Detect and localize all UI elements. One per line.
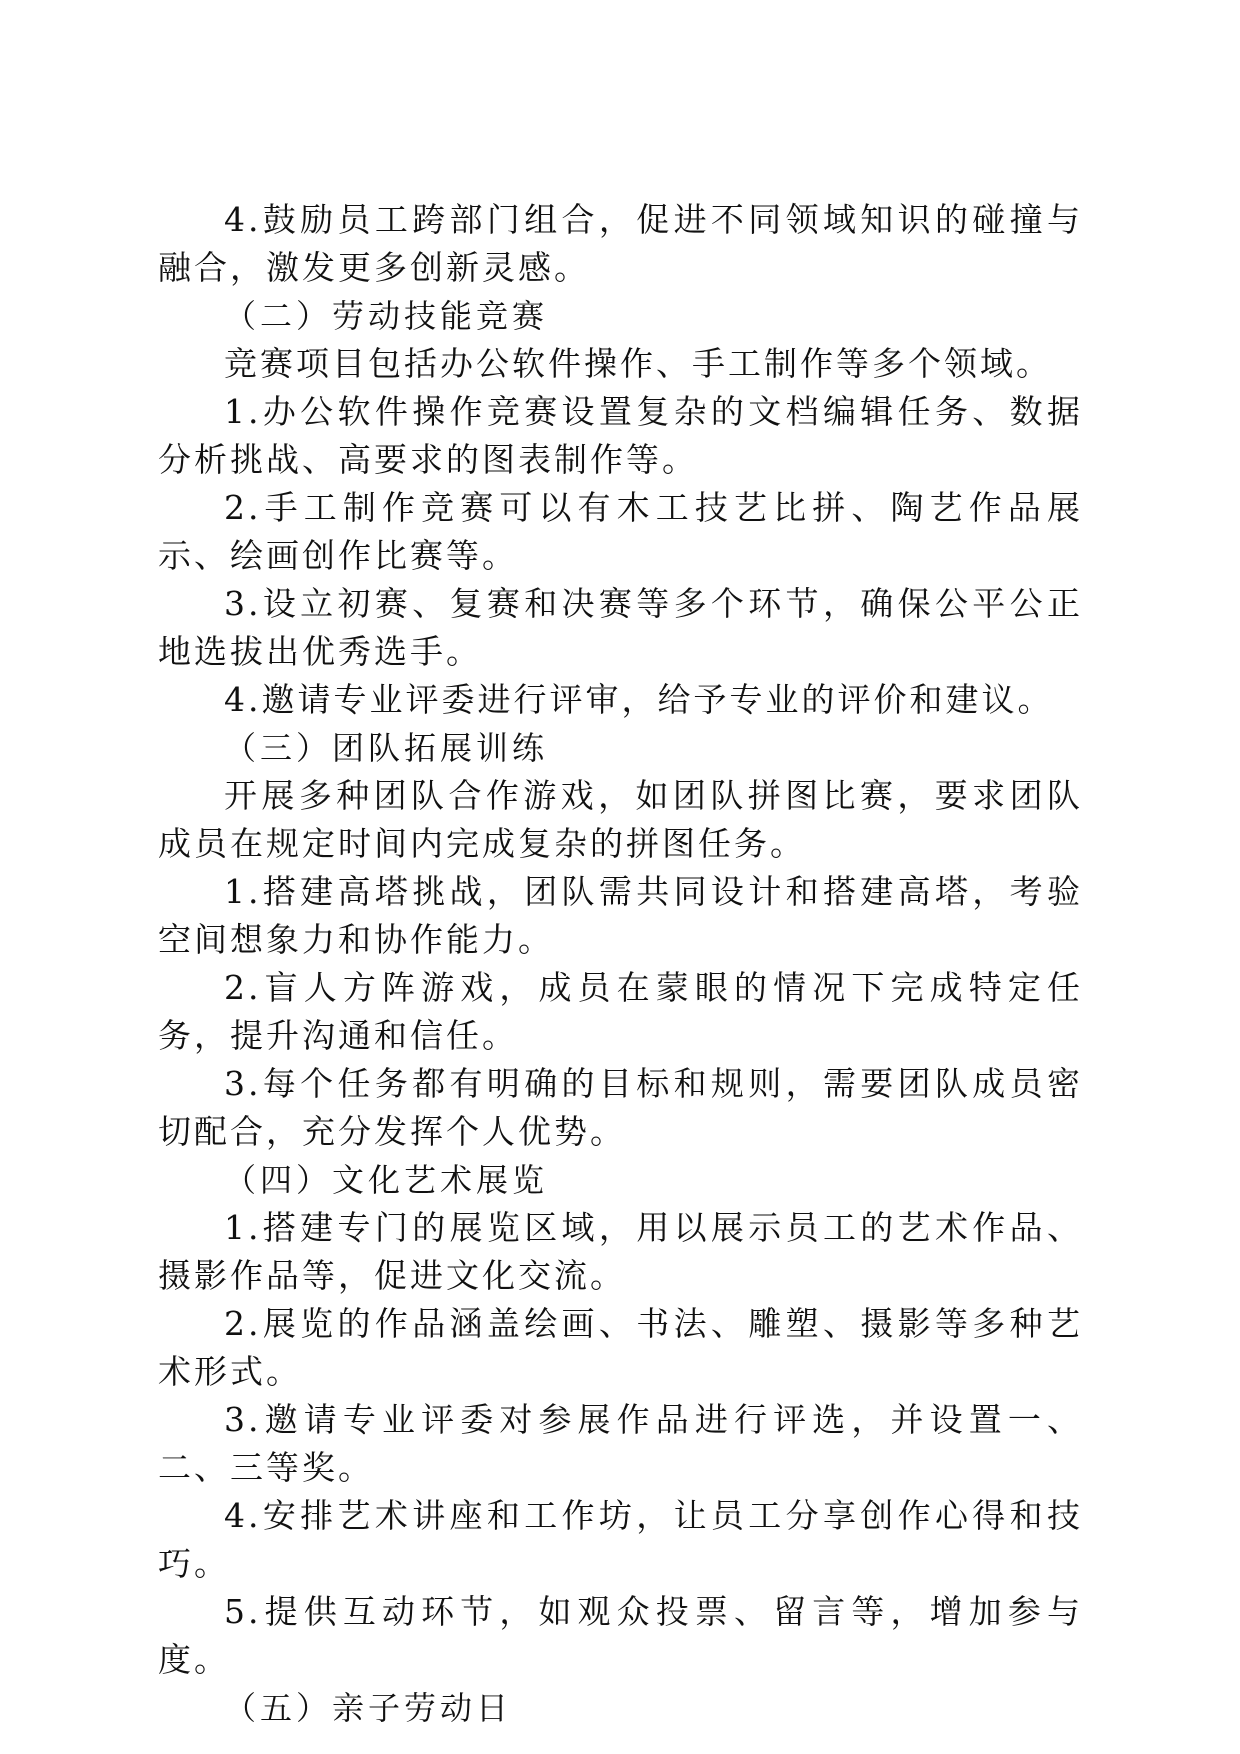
paragraph-competition-overview: 竞赛项目包括办公软件操作、手工制作等多个领域。 [224,344,1052,383]
paragraph-item-1-exhibition-area: 1.搭建专门的展览区域，用以展示员工的艺术作品、摄影作品等，促进文化交流。 [158,1208,1083,1295]
section-heading-art-exhibition: （四）文化艺术展览 [224,1161,549,1199]
paragraph-item-5-interaction: 5.提供互动环节，如观众投票、留言等，增加参与度。 [158,1592,1083,1679]
paragraph-item-3-rules: 3.每个任务都有明确的目标和规则，需要团队成员密切配合，充分发挥个人优势。 [158,1064,1083,1151]
paragraph-item-2-handcraft: 2.手工制作竞赛可以有木工技艺比拼、陶艺作品展示、绘画创作比赛等。 [158,488,1083,575]
paragraph-item-3-rounds: 3.设立初赛、复赛和决赛等多个环节，确保公平公正地选拔出优秀选手。 [158,584,1083,671]
paragraph-item-2-blind-square: 2.盲人方阵游戏，成员在蒙眼的情况下完成特定任务，提升沟通和信任。 [158,968,1083,1055]
paragraph-item-3-awards: 3.邀请专业评委对参展作品进行评选，并设置一、二、三等奖。 [158,1400,1083,1487]
paragraph-item-4-cross-department: 4.鼓励员工跨部门组合，促进不同领域知识的碰撞与融合，激发更多创新灵感。 [158,200,1083,287]
paragraph-item-2-art-forms: 2.展览的作品涵盖绘画、书法、雕塑、摄影等多种艺术形式。 [158,1304,1083,1391]
paragraph-item-1-tower: 1.搭建高塔挑战，团队需共同设计和搭建高塔，考验空间想象力和协作能力。 [158,872,1083,959]
section-heading-skills-competition: （二）劳动技能竞赛 [224,297,549,335]
document-body [158,196,1083,1732]
section-heading-team-training: （三）团队拓展训练 [224,729,549,767]
section-heading-family-labor-day: （五）亲子劳动日 [224,1689,513,1727]
paragraph-item-1-office-software: 1.办公软件操作竞赛设置复杂的文档编辑任务、数据分析挑战、高要求的图表制作等。 [158,392,1083,479]
paragraph-item-4-workshops: 4.安排艺术讲座和工作坊，让员工分享创作心得和技巧。 [158,1496,1083,1583]
paragraph-team-games-overview: 开展多种团队合作游戏，如团队拼图比赛，要求团队成员在规定时间内完成复杂的拼图任务。 [158,776,1083,863]
paragraph-item-4-judges: 4.邀请专业评委进行评审，给予专业的评价和建议。 [224,680,1054,719]
